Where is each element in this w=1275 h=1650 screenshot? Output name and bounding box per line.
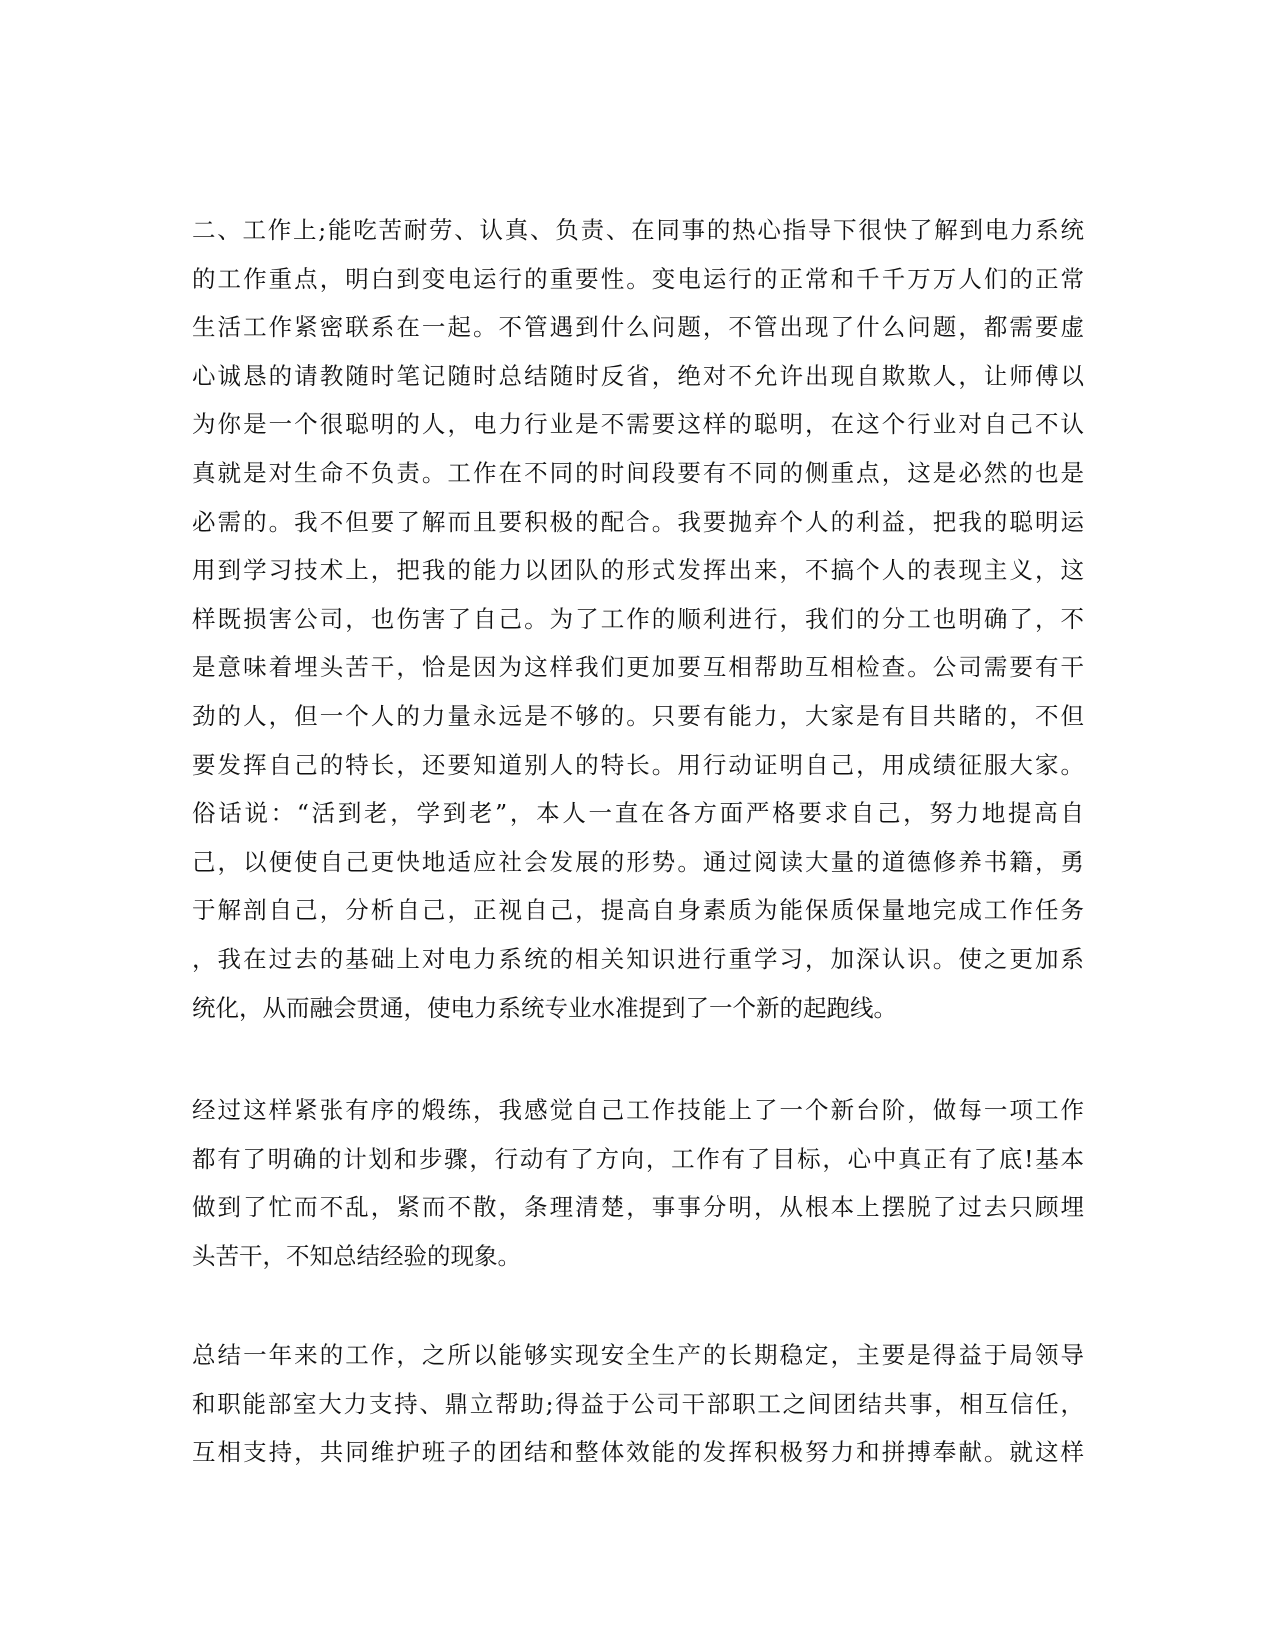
text-line: 是意味着埋头苦干，恰是因为这样我们更加要互相帮助互相检查。公司需要有干 <box>192 653 1084 682</box>
text-line: 都有了明确的计划和步骤，行动有了方向，工作有了目标，心中真正有了底!基本 <box>192 1144 1084 1173</box>
text-line: 的工作重点，明白到变电运行的重要性。变电运行的正常和千千万万人们的正常 <box>192 264 1084 293</box>
text-line: 二、工作上;能吃苦耐劳、认真、负责、在同事的热心指导下很快了解到电力系统 <box>192 216 1084 244</box>
text-line: 样既损害公司，也伤害了自己。为了工作的顺利进行，我们的分工也明确了，不 <box>192 604 1084 633</box>
text-line: 和职能部室大力支持、鼎立帮助;得益于公司干部职工之间团结共事，相互信任， <box>192 1389 1084 1418</box>
text-line: 必需的。我不但要了解而且要积极的配合。我要抛弃个人的利益，把我的聪明运 <box>192 507 1084 536</box>
text-line: 互相支持，共同维护班子的团结和整体效能的发挥积极努力和拼搏奉献。就这样 <box>192 1438 1084 1467</box>
text-line: 做到了忙而不乱，紧而不散，条理清楚，事事分明，从根本上摆脱了过去只顾埋 <box>192 1193 1084 1222</box>
text-line: 己，以便使自己更快地适应社会发展的形势。通过阅读大量的道德修养书籍，勇 <box>192 847 1084 876</box>
text-line: 统化，从而融会贯通，使电力系统专业水准提到了一个新的起跑线。 <box>192 993 897 1022</box>
text-line: 真就是对生命不负责。工作在不同的时间段要有不同的侧重点，这是必然的也是 <box>192 458 1084 487</box>
text-line: 劲的人，但一个人的力量永远是不够的。只要有能力，大家是有目共睹的，不但 <box>192 701 1084 730</box>
text-line: 于解剖自己，分析自己，正视自己，提高自身素质为能保质保量地完成工作任务 <box>192 896 1084 925</box>
paragraph-annual-summary <box>192 1331 1084 1477</box>
text-line: 经过这样紧张有序的煅练，我感觉自己工作技能上了一个新台阶，做每一项工作 <box>192 1096 1084 1124</box>
text-line: 用到学习技术上，把我的能力以团队的形式发挥出来，不搞个人的表现主义，这 <box>192 556 1084 585</box>
text-line: ，我在过去的基础上对电力系统的相关知识进行重学习，加深认识。使之更加系 <box>192 944 1084 973</box>
text-line: 生活工作紧密联系在一起。不管遇到什么问题，不管出现了什么问题，都需要虚 <box>192 313 1084 342</box>
paragraph-work-attitude <box>192 206 1084 1032</box>
text-line: 要发挥自己的特长，还要知道别人的特长。用行动证明自己，用成绩征服大家。 <box>192 750 1084 779</box>
text-line: 心诚恳的请教随时笔记随时总结随时反省，绝对不允许出现自欺欺人，让师傅以 <box>192 361 1084 390</box>
text-line: 头苦干，不知总结经验的现象。 <box>192 1241 521 1270</box>
paragraph-training-result <box>192 1086 1084 1280</box>
text-line: 为你是一个很聪明的人，电力行业是不需要这样的聪明，在这个行业对自己不认 <box>192 410 1084 439</box>
text-line: 总结一年来的工作，之所以能够实现安全生产的长期稳定，主要是得益于局领导 <box>192 1341 1084 1369</box>
text-line: 俗话说：“活到老，学到老”，本人一直在各方面严格要求自己，努力地提高自 <box>192 799 1084 828</box>
